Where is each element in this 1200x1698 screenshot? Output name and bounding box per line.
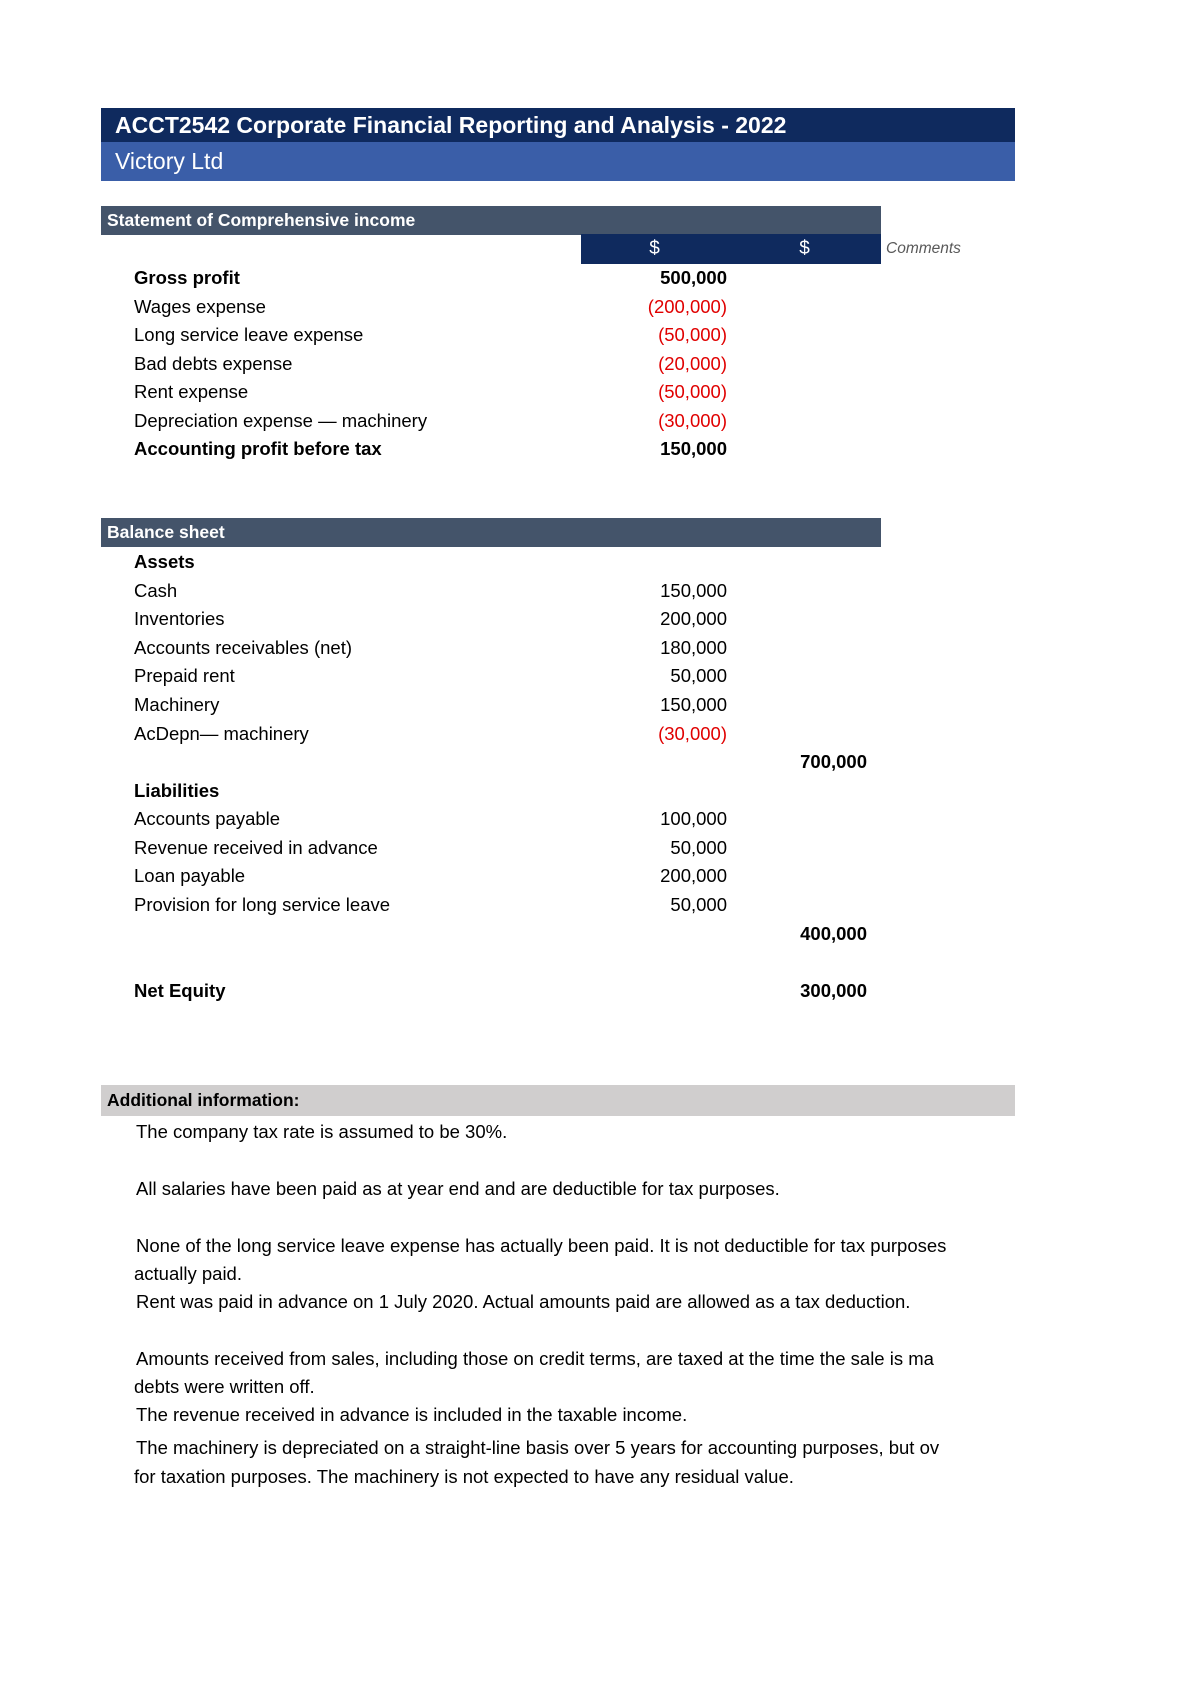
row-label: Bad debts expense xyxy=(134,353,293,374)
document-title: ACCT2542 Corporate Financial Reporting and Analysis - 2022 xyxy=(101,108,1015,142)
row-label: Wages expense xyxy=(134,296,266,317)
income-row-accounting-profit xyxy=(0,435,900,463)
row-value-negative: ( 200,000 ) xyxy=(600,293,727,321)
row-label: Machinery xyxy=(134,694,220,715)
income-row-rent xyxy=(0,378,900,406)
liabilities-total-row xyxy=(0,920,900,948)
row-value: 50,000 xyxy=(670,894,727,915)
liability-row-loan-payable xyxy=(0,862,900,890)
row-label: Liabilities xyxy=(134,780,220,801)
row-label: Rent expense xyxy=(134,381,249,402)
assets-total: 700,000 xyxy=(800,751,867,772)
note-salaries: All salaries have been paid as at year end and are deductible for tax purposes. xyxy=(136,1178,780,1199)
asset-row-acdepn xyxy=(0,720,900,748)
asset-row-receivables xyxy=(0,634,900,662)
net-equity-label: Net Equity xyxy=(134,980,226,1001)
liability-row-revenue-in-advance xyxy=(0,834,900,862)
row-value-negative: ( 30,000 ) xyxy=(600,407,727,435)
note-revenue-advance: The revenue received in advance is included in the taxable income. xyxy=(136,1404,688,1425)
row-label: Provision for long service leave xyxy=(134,894,391,915)
row-value-negative: ( 20,000 ) xyxy=(600,350,727,378)
row-value: 180,000 xyxy=(660,637,727,658)
row-value: 200,000 xyxy=(660,608,727,629)
row-label: Assets xyxy=(134,551,195,572)
row-value: 50,000 xyxy=(670,665,727,686)
row-label: Accounts receivables (net) xyxy=(134,637,352,658)
assets-total-row xyxy=(0,748,900,776)
asset-row-cash xyxy=(0,577,900,605)
net-equity-row xyxy=(0,977,900,1005)
row-label: Accounts payable xyxy=(134,808,281,829)
row-label: AcDepn— machinery xyxy=(134,723,309,744)
note-sales: Amounts received from sales, including those on credit terms, are taxed at the time the sale is ma xyxy=(136,1348,934,1369)
note-rent: Rent was paid in advance on 1 July 2020. Actual amounts paid are allowed as a tax deduction. xyxy=(136,1291,911,1312)
note-long-service-leave-cont: actually paid. xyxy=(134,1263,242,1284)
row-label: Revenue received in advance xyxy=(134,837,378,858)
asset-row-prepaid-rent xyxy=(0,662,900,690)
row-value-negative: ( 50,000 ) xyxy=(600,378,727,406)
row-value: 50,000 xyxy=(670,837,727,858)
note-sales-cont: debts were written off. xyxy=(134,1376,315,1397)
row-label: Long service leave expense xyxy=(134,324,364,345)
income-row-depreciation xyxy=(0,407,900,435)
asset-row-machinery xyxy=(0,691,900,719)
row-value: 150,000 xyxy=(660,438,727,459)
additional-info-header: Additional information: xyxy=(101,1085,1015,1116)
asset-row-inventories xyxy=(0,605,900,633)
income-statement-header: Statement of Comprehensive income xyxy=(101,206,881,235)
row-label: Accounting profit before tax xyxy=(134,438,382,459)
comments-header: Comments xyxy=(886,240,961,257)
row-label: Loan payable xyxy=(134,865,246,886)
note-long-service-leave: None of the long service leave expense has actually been paid. It is not deductible for tax purposes xyxy=(136,1235,947,1256)
row-label: Gross profit xyxy=(134,267,240,288)
column-header-2: $ xyxy=(728,234,881,264)
row-value: 150,000 xyxy=(660,580,727,601)
row-value-negative: ( 30,000 ) xyxy=(600,720,727,748)
row-value: 100,000 xyxy=(660,808,727,829)
balance-sheet-header: Balance sheet xyxy=(101,518,881,547)
row-value-negative: ( 50,000 ) xyxy=(600,321,727,349)
column-header-1: $ xyxy=(581,234,728,264)
row-value: 150,000 xyxy=(660,694,727,715)
row-value: 200,000 xyxy=(660,865,727,886)
liability-row-accounts-payable xyxy=(0,805,900,833)
net-equity-value: 300,000 xyxy=(800,980,867,1001)
liabilities-heading xyxy=(0,777,900,805)
note-tax-rate: The company tax rate is assumed to be 30%. xyxy=(136,1121,508,1142)
liability-row-lsl-provision xyxy=(0,891,900,919)
income-row-bad-debts xyxy=(0,350,900,378)
row-label: Inventories xyxy=(134,608,225,629)
income-row-gross-profit xyxy=(0,264,900,292)
income-row-wages xyxy=(0,293,900,321)
company-name: Victory Ltd xyxy=(101,142,1015,181)
note-machinery-cont: for taxation purposes. The machinery is not expected to have any residual value. xyxy=(134,1466,794,1487)
row-label: Prepaid rent xyxy=(134,665,235,686)
note-machinery: The machinery is depreciated on a straight-line basis over 5 years for accounting purposes, but ov xyxy=(136,1437,940,1458)
row-label: Depreciation expense — machinery xyxy=(134,410,428,431)
liabilities-total: 400,000 xyxy=(800,923,867,944)
income-row-long-service-leave xyxy=(0,321,900,349)
row-value: 500,000 xyxy=(660,267,727,288)
assets-heading xyxy=(0,548,900,576)
row-label: Cash xyxy=(134,580,178,601)
